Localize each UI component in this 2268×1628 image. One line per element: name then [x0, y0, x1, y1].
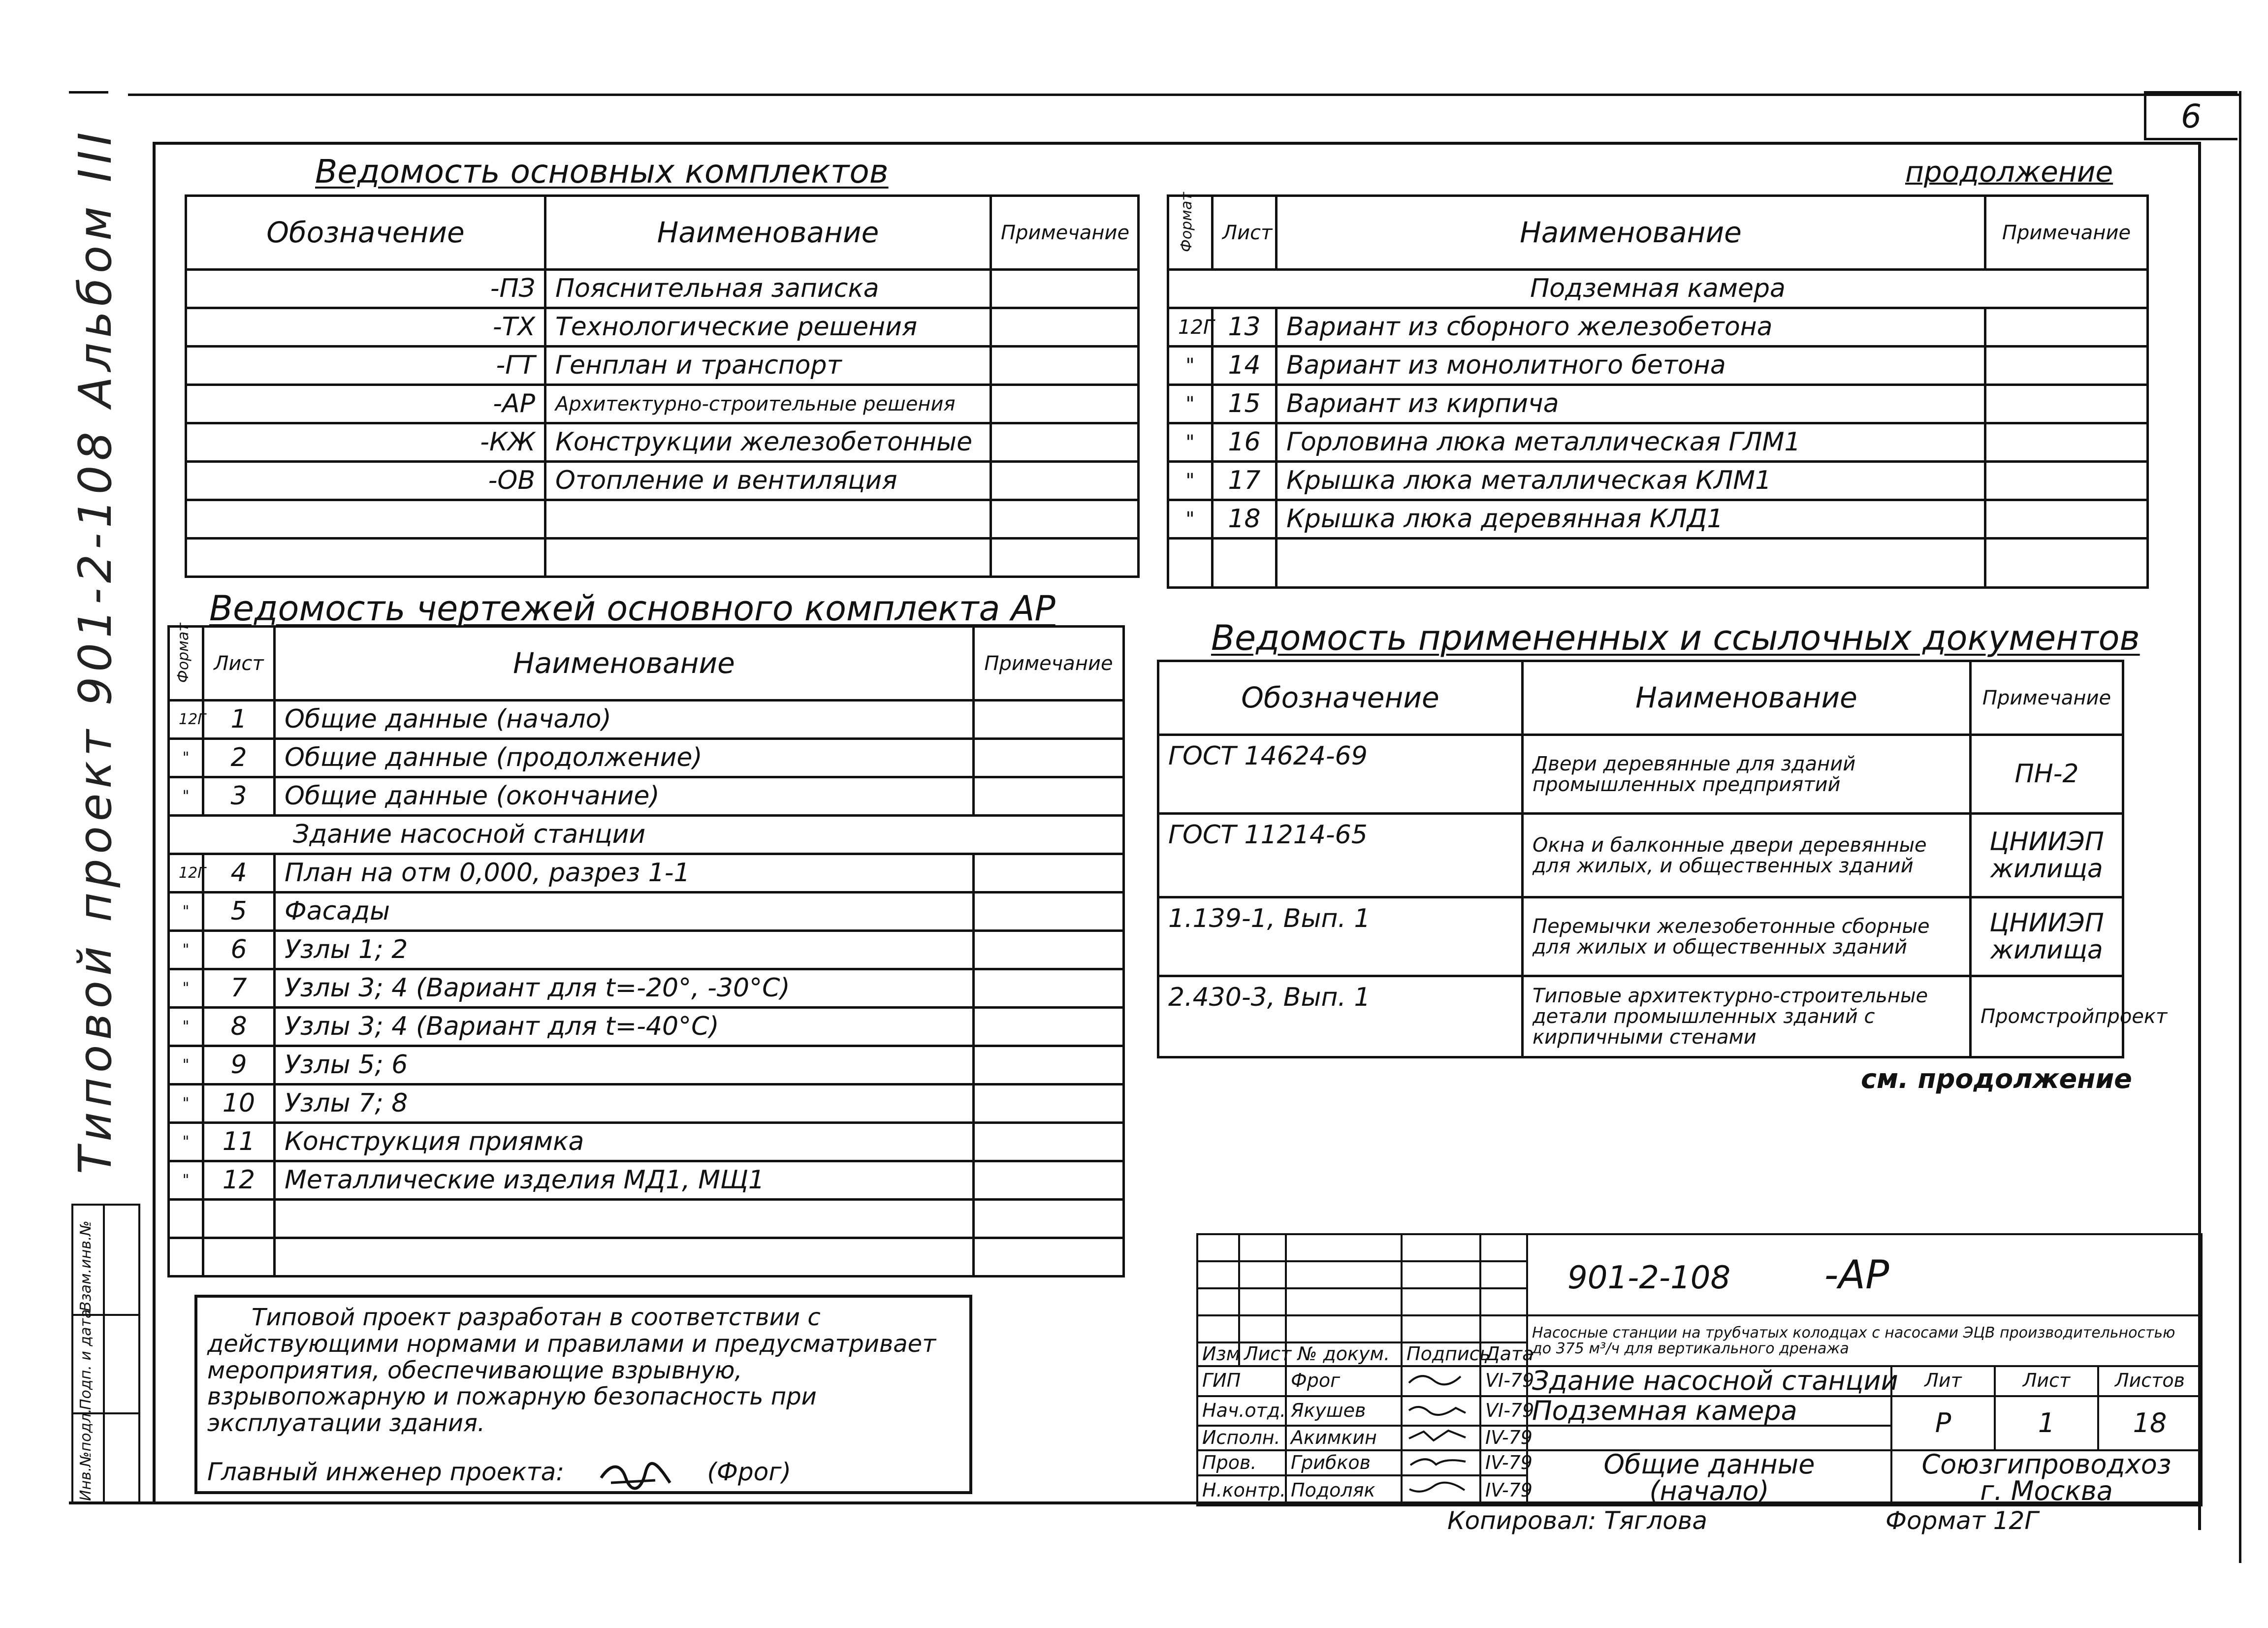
continuation-format: "	[1168, 347, 1213, 385]
side-stamp-sign: Подп. и дата	[77, 1309, 95, 1410]
references-code: 2.430-3, Вып. 1	[1158, 976, 1523, 1057]
stamp-lit: Р	[1891, 1396, 1995, 1451]
drawings-sheet: 8	[203, 1008, 275, 1046]
continuation-section: Подземная камера	[1168, 270, 2148, 308]
sheet-number-box	[2144, 91, 2237, 140]
main-sets-name: Технологические решения	[545, 308, 991, 347]
main-sets-note	[991, 500, 1139, 539]
stamp-person: Грибков	[1286, 1450, 1402, 1475]
stamp-col-change: Изм	[1197, 1342, 1239, 1366]
drawings-format: 12Г	[169, 701, 203, 739]
chief-engineer-signature-icon	[596, 1458, 675, 1498]
main-sets-name: Отопление и вентиляция	[545, 462, 991, 500]
drawings-name: Узлы 5; 6	[275, 1046, 974, 1085]
main-sets-header-code: Обозначение	[186, 196, 545, 270]
drawings-sheet: 1	[203, 701, 275, 739]
side-stamp	[71, 1204, 140, 1504]
continuation-header-name: Наименование	[1277, 196, 1985, 270]
continuation-sheet: 18	[1213, 500, 1277, 539]
stamp-org-name: Союзгипроводхоз	[1921, 1449, 2172, 1480]
stamp-sheet-label: Лист	[1995, 1366, 2098, 1396]
drawings-sheet: 12	[203, 1161, 275, 1200]
note-box	[194, 1295, 972, 1494]
continuation-sheet: 14	[1213, 347, 1277, 385]
main-sets-code: -ОВ	[186, 462, 545, 500]
drawings-format: "	[169, 893, 203, 931]
main-sets-code: -ПЗ	[186, 270, 545, 308]
drawings-sheet	[203, 1200, 275, 1238]
stamp-signature	[1402, 1366, 1480, 1396]
continuation-format: "	[1168, 385, 1213, 423]
drawings-header-note: Примечание	[974, 627, 1124, 701]
drawings-format: "	[169, 969, 203, 1008]
references-note: ЦНИИЭП жилища	[1971, 814, 2123, 897]
main-sets-note	[991, 270, 1139, 308]
project-description: Насосные станции на трубчатых колодцах с насосами ЭЦВ производительностью до 375 м³/ч для вертикального дренажа	[1527, 1315, 2202, 1366]
stamp-col-sheet: Лист	[1239, 1342, 1286, 1366]
top-cut-line	[128, 94, 2240, 96]
drawings-name: Узлы 7; 8	[275, 1085, 974, 1123]
continuation-note	[1985, 385, 2148, 423]
main-sets-note	[991, 423, 1139, 462]
title-block	[1196, 1233, 2203, 1506]
copied-by: Копировал: Тяглова	[1447, 1506, 1707, 1535]
drawings-sheet: 6	[203, 931, 275, 969]
drawings-format: 12Г	[169, 854, 203, 893]
references-note: ПН-2	[1971, 735, 2123, 814]
stamp-date: IV-79	[1480, 1475, 1527, 1505]
continuation-name: Вариант из монолитного бетона	[1277, 347, 1985, 385]
drawings-sheet: 2	[203, 739, 275, 777]
main-sets-note	[991, 462, 1139, 500]
drawings-name: План на отм 0,000, разрез 1-1	[275, 854, 974, 893]
main-sets-table	[185, 194, 1140, 578]
stamp-org-city: г. Москва	[1980, 1475, 2113, 1507]
drawings-name: Узлы 1; 2	[275, 931, 974, 969]
references-title: Ведомость примененных и ссылочных документов	[1211, 618, 2140, 658]
stamp-date: VI-79	[1480, 1366, 1527, 1396]
drawings-sheet	[203, 1238, 275, 1277]
drawings-format: "	[169, 1123, 203, 1161]
drawings-format	[169, 1200, 203, 1238]
drawings-format: "	[169, 1046, 203, 1085]
stamp-role: ГИП	[1197, 1366, 1286, 1396]
continuation-header-note: Примечание	[1985, 196, 2148, 270]
drawings-format: "	[169, 1085, 203, 1123]
drawings-section: Здание насосной станции	[169, 816, 1124, 854]
references-header-name: Наименование	[1523, 661, 1971, 735]
drawings-name: Общие данные (продолжение)	[275, 739, 974, 777]
main-sets-name	[545, 539, 991, 577]
stamp-signature	[1402, 1475, 1480, 1505]
main-sets-header-name: Наименование	[545, 196, 991, 270]
continuation-note	[1985, 462, 2148, 500]
drawings-format: "	[169, 777, 203, 816]
drawings-header-name: Наименование	[275, 627, 974, 701]
stamp-sheet: 1	[1995, 1396, 2098, 1451]
continuation-format: 12Г	[1168, 308, 1213, 347]
main-sets-note	[991, 539, 1139, 577]
drawings-sheet: 7	[203, 969, 275, 1008]
drawings-sheet: 11	[203, 1123, 275, 1161]
stamp-role: Нач.отд.	[1197, 1396, 1286, 1426]
references-header-note: Примечание	[1971, 661, 2123, 735]
drawings-header-format: Формат	[169, 627, 203, 701]
stamp-sheet-title-1: Общие данные	[1603, 1449, 1815, 1480]
main-sets-code: -ТХ	[186, 308, 545, 347]
main-sets-note	[991, 385, 1139, 423]
continuation-table	[1167, 194, 2149, 589]
drawings-sheet: 3	[203, 777, 275, 816]
signature-icon	[1406, 1453, 1470, 1469]
frame-top	[153, 142, 2201, 145]
top-cut-line-left	[69, 91, 108, 94]
references-see-continuation: см. продолжение	[1861, 1063, 2132, 1094]
drawings-sheet: 10	[203, 1085, 275, 1123]
continuation-header-sheet: Лист	[1213, 196, 1277, 270]
frame-left	[153, 142, 156, 1503]
stamp-signature	[1402, 1426, 1480, 1450]
stamp-building: Здание насосной станции	[1527, 1366, 1891, 1396]
doc-code: 901-2-108	[1567, 1259, 1731, 1296]
continuation-name: Вариант из кирпича	[1277, 385, 1985, 423]
main-sets-code	[186, 539, 545, 577]
stamp-person: Якушев	[1286, 1396, 1402, 1426]
drawings-name: Металлические изделия МД1, МЩ1	[275, 1161, 974, 1200]
continuation-name	[1277, 539, 1985, 588]
stamp-person: Фрог	[1286, 1366, 1402, 1396]
main-sets-header-note: Примечание	[991, 196, 1139, 270]
drawings-name: Узлы 3; 4 (Вариант для t=-40°С)	[275, 1008, 974, 1046]
continuation-name: Крышка люка металлическая КЛМ1	[1277, 462, 1985, 500]
main-sets-code: -ГТ	[186, 347, 545, 385]
continuation-format: "	[1168, 462, 1213, 500]
references-table	[1157, 660, 2168, 1058]
references-code: ГОСТ 11214-65	[1158, 814, 1523, 897]
references-name: Окна и балконные двери деревянные для жилых, и общественных зданий	[1523, 814, 1971, 897]
stamp-person: Подоляк	[1286, 1475, 1402, 1505]
drawings-name: Конструкция приямка	[275, 1123, 974, 1161]
side-stamp-inv: Инв.№подл.	[77, 1408, 95, 1501]
stamp-col-date: Дата	[1480, 1342, 1527, 1366]
drawings-name: Общие данные (начало)	[275, 701, 974, 739]
continuation-sheet	[1213, 539, 1277, 588]
continuation-note	[1985, 423, 2148, 462]
stamp-organization	[1891, 1450, 2202, 1505]
drawings-format: "	[169, 1008, 203, 1046]
references-code: 1.139-1, Вып. 1	[1158, 897, 1523, 976]
stamp-lit-label: Лит	[1891, 1366, 1995, 1396]
stamp-role: Исполн.	[1197, 1426, 1286, 1450]
continuation-sheet: 13	[1213, 308, 1277, 347]
signature-icon	[1406, 1401, 1470, 1417]
main-sets-name: Архитектурно-строительные решения	[545, 385, 991, 423]
stamp-sheet-title-2: (начало)	[1649, 1475, 1769, 1507]
right-cut-line	[2239, 91, 2241, 1563]
main-sets-name: Пояснительная записка	[545, 270, 991, 308]
drawings-sheet: 9	[203, 1046, 275, 1085]
continuation-format	[1168, 539, 1213, 588]
drawings-name: Узлы 3; 4 (Вариант для t=-20°, -30°С)	[275, 969, 974, 1008]
chief-engineer-label: Главный инженер проекта:	[207, 1457, 565, 1486]
drawings-table	[167, 625, 1125, 1277]
main-sets-code	[186, 500, 545, 539]
stamp-signature	[1402, 1450, 1480, 1475]
references-note: Промстройпроект	[1971, 976, 2123, 1057]
drawings-title: Ведомость чертежей основного комплекта АР	[209, 588, 1055, 629]
main-sets-name: Генплан и транспорт	[545, 347, 991, 385]
album-side-label: Типовой проект 901-2-108 Альбом III	[69, 127, 122, 1174]
main-sets-note	[991, 347, 1139, 385]
stamp-sheets-label: Листов	[2098, 1366, 2202, 1396]
drawings-name: Общие данные (окончание)	[275, 777, 974, 816]
signature-icon	[1406, 1428, 1470, 1444]
references-header-code: Обозначение	[1158, 661, 1523, 735]
stamp-role: Пров.	[1197, 1450, 1286, 1475]
continuation-note	[1985, 539, 2148, 588]
main-sets-note	[991, 308, 1139, 347]
signature-icon	[1406, 1480, 1470, 1497]
references-note: ЦНИИЭП жилища	[1971, 897, 2123, 976]
main-sets-code: -КЖ	[186, 423, 545, 462]
drawings-sheet: 5	[203, 893, 275, 931]
continuation-sheet: 17	[1213, 462, 1277, 500]
drawings-format	[169, 1238, 203, 1277]
drawings-name	[275, 1238, 974, 1277]
sheet-number: 6	[2181, 97, 2202, 135]
stamp-person: Акимкин	[1286, 1426, 1402, 1450]
stamp-sheet-title	[1527, 1450, 1891, 1505]
drawings-format: "	[169, 931, 203, 969]
continuation-sheet: 15	[1213, 385, 1277, 423]
continuation-name: Крышка люка деревянная КЛД1	[1277, 500, 1985, 539]
stamp-col-signature: Подпись	[1402, 1342, 1480, 1366]
drawings-format: "	[169, 1161, 203, 1200]
continuation-name: Горловина люка металлическая ГЛМ1	[1277, 423, 1985, 462]
references-code: ГОСТ 14624-69	[1158, 735, 1523, 814]
references-name: Двери деревянные для зданий промышленных предприятий	[1523, 735, 1971, 814]
stamp-room: Подземная камера	[1527, 1396, 1891, 1426]
drawings-name: Фасады	[275, 893, 974, 931]
stamp-date: IV-79	[1480, 1450, 1527, 1475]
stamp-role: Н.контр.	[1197, 1475, 1286, 1505]
stamp-sheets: 18	[2098, 1396, 2202, 1451]
continuation-sheet: 16	[1213, 423, 1277, 462]
stamp-signature	[1402, 1396, 1480, 1426]
stamp-date: VI-79	[1480, 1396, 1527, 1426]
continuation-name: Вариант из сборного железобетона	[1277, 308, 1985, 347]
drawings-format: "	[169, 739, 203, 777]
doc-suffix: -АР	[1824, 1251, 1889, 1298]
references-name: Перемычки железобетонные сборные для жилых и общественных зданий	[1523, 897, 1971, 976]
stamp-date: IV-79	[1480, 1426, 1527, 1450]
continuation-header-format: Формат	[1168, 196, 1213, 270]
stamp-col-doc: № докум.	[1286, 1342, 1402, 1366]
main-sets-name: Конструкции железобетонные	[545, 423, 991, 462]
note-text: Типовой проект разработан в соответствии с действующими нормами и правилами и предусматривает мероприятия, обеспечивающие взрывную, взрывопожарную и пожарную безопасность при эксплуатации здания.	[207, 1304, 936, 1437]
main-sets-name	[545, 500, 991, 539]
continuation-format: "	[1168, 500, 1213, 539]
references-name: Типовые архитектурно-строительные детали промышленных зданий с кирпичными стенами	[1523, 976, 1971, 1057]
signature-icon	[1406, 1371, 1470, 1387]
continuation-note	[1985, 500, 2148, 539]
drawings-sheet: 4	[203, 854, 275, 893]
side-stamp-replaces: Взам.инв.№	[77, 1220, 95, 1311]
drawings-name	[275, 1200, 974, 1238]
main-sets-code: -АР	[186, 385, 545, 423]
continuation-label: продолжение	[1905, 155, 2113, 189]
main-sets-title: Ведомость основных комплектов	[315, 153, 889, 191]
drawings-header-sheet: Лист	[203, 627, 275, 701]
continuation-format: "	[1168, 423, 1213, 462]
sheet-format: Формат 12Г	[1885, 1506, 2039, 1535]
continuation-note	[1985, 347, 2148, 385]
chief-engineer-name: (Фрог)	[707, 1457, 791, 1486]
continuation-note	[1985, 308, 2148, 347]
